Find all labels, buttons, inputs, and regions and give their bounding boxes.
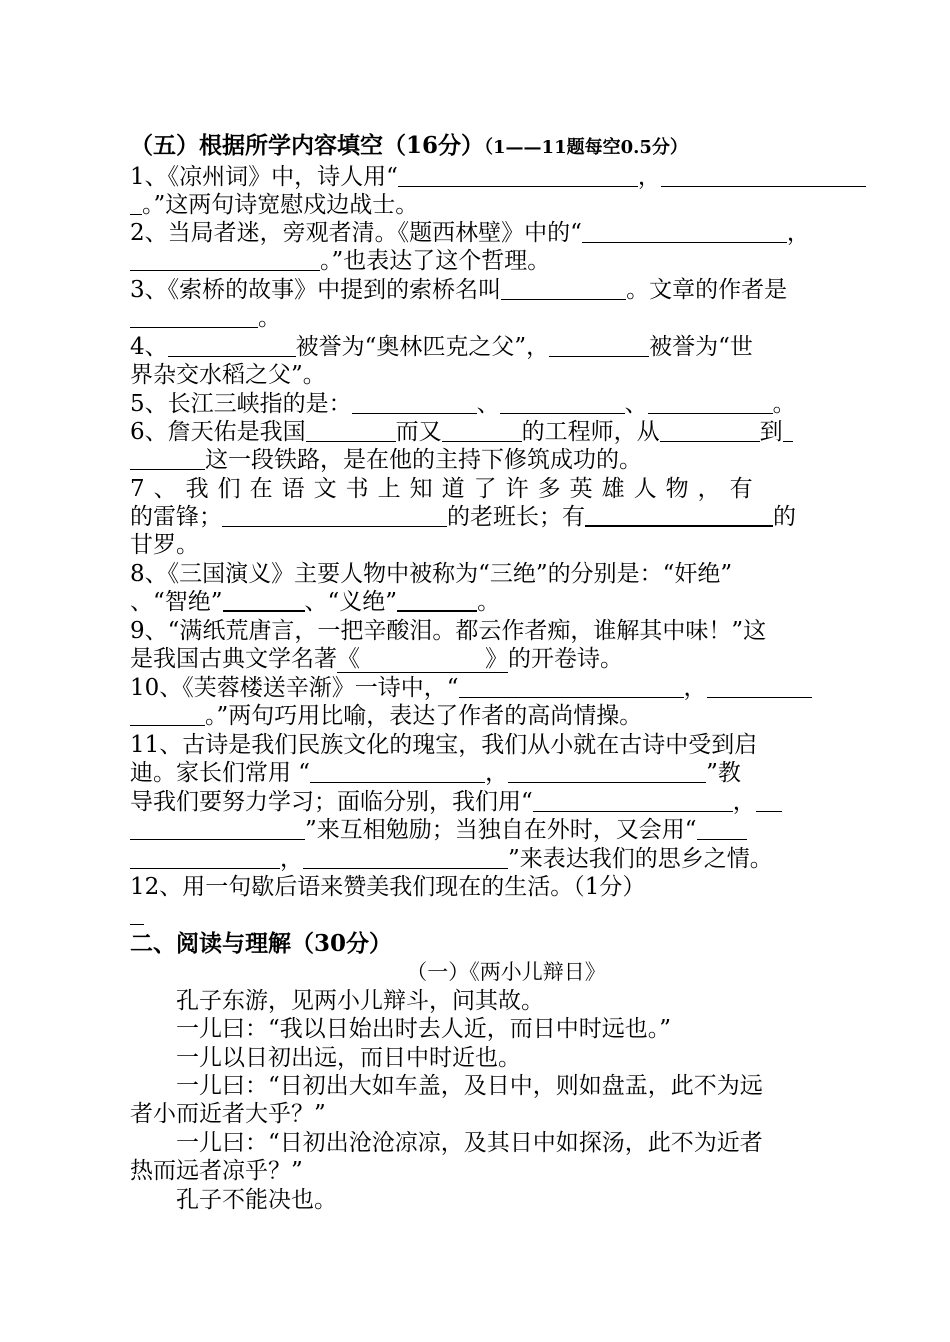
q8-line-1	[130, 560, 830, 588]
q4-line-2	[130, 361, 830, 389]
q6-blank-3[interactable]	[660, 419, 760, 442]
q1-line-2	[130, 191, 830, 219]
section-5-note: （1——11题每空0.5分）	[484, 137, 688, 158]
q2-text-b: ，	[786, 220, 810, 246]
q4-blank-1[interactable]	[168, 334, 296, 357]
q11-blank-6[interactable]	[303, 846, 508, 869]
q6-text-e: 这一段铁路，是在他的主持下修筑成功的。	[205, 447, 642, 473]
q9-text-d: 》	[485, 646, 508, 672]
section-5-title: （五）根据所学内容填空（16分）	[130, 132, 485, 159]
q11-text-g: ”来互相勉励；当独自在外时，又会用“	[305, 817, 697, 843]
q11-blank-5-cont[interactable]	[130, 846, 280, 869]
q11-blank-2[interactable]	[508, 760, 706, 783]
section-2-title: 二、阅读与理解（30分）	[130, 930, 393, 957]
q4-text-a: 4、	[130, 334, 168, 360]
q4-blank-2[interactable]	[549, 334, 649, 357]
passage-title-text: （一）《两小儿辩日》	[406, 960, 606, 984]
q6-blank-4[interactable]	[783, 419, 793, 442]
q5-blank-2[interactable]	[500, 391, 625, 414]
q8-text-c: 、“义绝”	[304, 589, 398, 615]
q5-blank-1[interactable]	[352, 391, 477, 414]
q11-text-i: ”来表达我们的思乡之情。	[508, 846, 773, 872]
q3-text-b: 。文章的作者是	[626, 277, 788, 303]
q6-text-c: 的工程师，从	[521, 419, 660, 445]
q11-text-b: 迪。家长们常用 “	[130, 760, 311, 786]
q7-line-2	[130, 503, 830, 531]
q10-blank-2[interactable]	[707, 675, 812, 698]
q1-text-a: 1、《凉州词》中，诗人用“	[130, 164, 398, 190]
q10-line-2	[130, 702, 830, 730]
q11-text-e: 导我们要努力学习；面临分别，我们用“	[130, 789, 533, 815]
q4-text-b: 被誉为“奥林匹克之父”，	[295, 334, 550, 360]
q10-blank-1[interactable]	[459, 675, 684, 698]
q9-line-1	[130, 617, 830, 645]
q12-text-a: 12、用一句歇后语来赞美我们现在的生活。（1分）	[130, 874, 646, 900]
q1-text-b: ，	[637, 164, 661, 190]
q11-blank-1[interactable]	[310, 760, 485, 783]
q6-blank-4-cont[interactable]	[130, 447, 205, 470]
q11-text-a: 11、古诗是我们民族文化的瑰宝，我们从小就在古诗中受到启	[130, 732, 758, 758]
q6-line-1	[130, 418, 830, 446]
q8-line-2	[130, 588, 830, 616]
q9-line-2	[130, 645, 830, 673]
section-5-heading	[130, 132, 830, 162]
q3-text-c: 。	[258, 305, 281, 331]
q10-line-1	[130, 674, 830, 702]
q2-text-c: 。”也表达了这个哲理。	[320, 248, 551, 274]
q6-blank-1[interactable]	[306, 419, 396, 442]
q5-text-c: 、	[624, 391, 648, 417]
q6-text-a: 6、詹天佑是我国	[130, 419, 306, 445]
q11-blank-5[interactable]	[697, 817, 747, 840]
q4-text-d: 界杂交水稻之父”。	[130, 362, 326, 388]
q2-line-2	[130, 247, 830, 275]
q5-blank-3[interactable]	[648, 391, 773, 414]
q10-blank-2-cont[interactable]	[130, 703, 205, 726]
q9-text-b: 是我国古典文学名著	[130, 646, 337, 672]
q11-blank-4[interactable]	[756, 789, 782, 812]
q7-text-c: 的老班长；有	[447, 504, 585, 530]
q1-line-1	[130, 163, 830, 191]
q11-text-d: ”教	[706, 760, 741, 786]
q7-line-3	[130, 531, 830, 559]
q9-text-e: 的开卷诗。	[508, 646, 623, 672]
q11-line-1	[130, 731, 830, 759]
q4-text-c: 被誉为“世	[649, 334, 753, 360]
q11-line-3	[130, 788, 830, 816]
passage-title	[130, 958, 856, 986]
q2-blank-1[interactable]	[582, 220, 787, 243]
q7-blank-2[interactable]	[585, 503, 773, 527]
passage-line: 一儿曰：“我以日始出时去人近，而日中时远也。”	[176, 1016, 672, 1042]
q11-line-4	[130, 816, 830, 844]
q6-line-2	[130, 446, 830, 474]
q3-line-2	[130, 304, 830, 332]
passage-line: 一儿曰：“日初出大如车盖，及日中，则如盘盂，此不为远	[176, 1073, 763, 1099]
q12-answer-line	[130, 901, 830, 929]
q11-blank-3[interactable]	[533, 789, 733, 812]
passage-line: 者小而近者大乎？”	[130, 1101, 326, 1127]
q10-text-b: ，	[683, 675, 707, 701]
q1-blank-2[interactable]	[661, 164, 866, 187]
q3-blank-2[interactable]	[130, 305, 258, 328]
q8-text-a: 8、《三国演义》主要人物中被称为“三绝”的分别是：“奸绝”	[130, 561, 733, 587]
q11-text-c: ，	[485, 760, 509, 786]
passage-line: 孔子不能决也。	[176, 1187, 337, 1213]
q6-text-b: 而又	[395, 419, 442, 445]
q9-book-blank[interactable]	[337, 646, 508, 673]
q9-text-c: 《	[337, 646, 360, 672]
q4-line-1	[130, 333, 830, 361]
q5-text-b: 、	[476, 391, 500, 417]
q5-text-d: 。	[772, 391, 796, 417]
q1-text-c: 。”这两句诗宽慰戍边战士。	[142, 192, 419, 218]
q8-text-b: 、“智绝”	[130, 589, 223, 615]
q5-text-a: 5、长江三峡指的是：	[130, 391, 352, 417]
q11-line-2	[130, 759, 830, 787]
q6-blank-2[interactable]	[442, 419, 522, 442]
q3-blank-1[interactable]	[501, 277, 626, 300]
q2-line-1	[130, 219, 830, 247]
q10-text-a: 10、《芙蓉楼送辛渐》一诗中，“	[130, 675, 459, 701]
section-2-heading	[130, 930, 830, 958]
passage-line: 孔子东游，见两小儿辩斗，问其故。	[176, 988, 544, 1014]
passage-line: 热而远者凉乎？”	[130, 1158, 303, 1184]
q7-line-1	[130, 475, 830, 503]
q11-text-h: ，	[280, 846, 303, 872]
q7-text-a: 7、我们在语文书上知道了许多英雄人物，有	[130, 476, 762, 502]
q11-blank-4-cont[interactable]	[130, 817, 305, 840]
q3-line-1	[130, 276, 830, 304]
q8-text-d: 。	[477, 589, 501, 615]
q5-line	[130, 390, 830, 418]
q8-blank-2[interactable]	[223, 588, 305, 612]
q1-blank-2-cont[interactable]	[130, 192, 142, 215]
passage-line: 一儿曰：“日初出沧沧凉凉，及其日中如探汤，此不为近者	[176, 1130, 763, 1156]
q7-text-d: 的	[773, 504, 796, 530]
q6-text-d: 到	[759, 419, 783, 445]
q7-blank-1[interactable]	[222, 504, 447, 527]
q2-blank-2[interactable]	[130, 248, 320, 271]
q8-blank-3[interactable]	[397, 588, 477, 612]
q1-blank-1[interactable]	[398, 164, 638, 187]
q7-text-b: 的雷锋；	[130, 504, 222, 530]
passage-line: 一儿以日初出远，而日中时近也。	[176, 1045, 521, 1071]
q11-text-f: ，	[732, 789, 756, 815]
q12-line	[130, 873, 830, 901]
q11-line-5	[130, 845, 830, 873]
q12-blank[interactable]	[130, 904, 144, 925]
q3-text-a: 3、《索桥的故事》中提到的索桥名叫	[130, 277, 502, 303]
q9-text-a: 9、“满纸荒唐言，一把辛酸泪。都云作者痴，谁解其中味！”这	[130, 618, 767, 644]
q7-text-e: 甘罗。	[130, 532, 199, 558]
q10-text-c: 。”两句巧用比喻，表达了作者的高尚情操。	[205, 703, 643, 729]
q2-text-a: 2、当局者迷，旁观者清。《题西林壁》中的“	[130, 220, 582, 246]
